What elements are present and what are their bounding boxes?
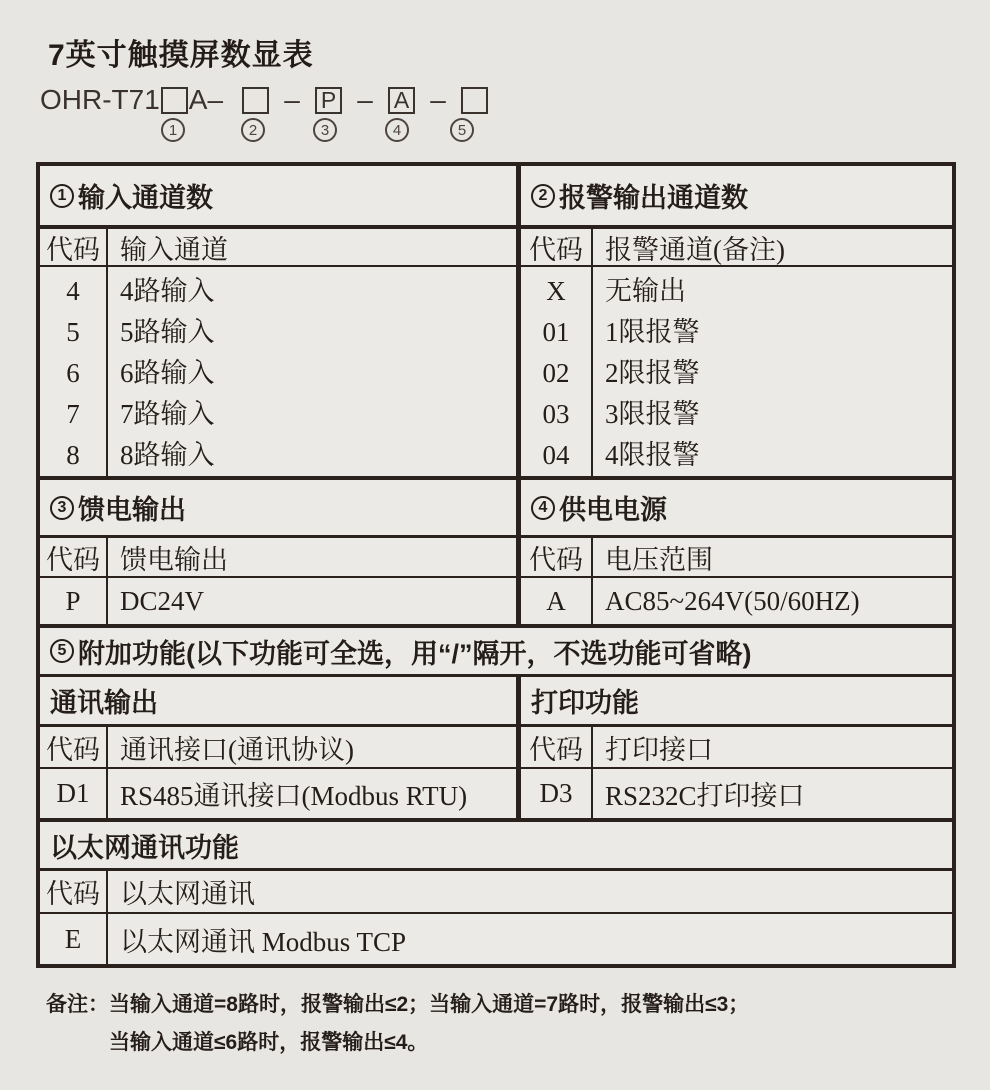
code-cell: D1: [40, 769, 108, 818]
desc-cell: 1限报警: [605, 317, 700, 347]
col-header-desc: 电压范围: [605, 544, 713, 575]
section-4-header: [521, 480, 952, 535]
col-header-desc: 通讯接口(通讯协议): [120, 734, 354, 765]
code-cell: 7: [66, 399, 80, 429]
model-marker-1-icon: 1: [161, 118, 185, 142]
desc-cell: 4限报警: [605, 440, 700, 470]
code-cell: 4: [66, 276, 80, 306]
section-2-header: [521, 166, 952, 225]
desc-cell: 8路输入: [120, 440, 215, 470]
section-3-header: [40, 480, 521, 535]
col-header-code: 代码: [521, 538, 593, 576]
col-header-desc: 打印接口: [605, 734, 713, 765]
circled-3-icon: 3: [50, 496, 74, 520]
spec-table: [36, 162, 956, 968]
model-box-1: [161, 87, 188, 114]
col-header-code: 代码: [521, 229, 593, 265]
desc-cell: 无输出: [605, 276, 686, 306]
value-row-power: [40, 578, 952, 628]
remark-line-2: 当输入通道≤6路时，报警输出≤4。: [109, 1031, 429, 1054]
model-marker-3-icon: 3: [313, 118, 337, 142]
model-code-line: [40, 84, 489, 116]
section-3-title: 馈电输出: [78, 495, 186, 525]
desc-cell: 2限报警: [605, 358, 700, 388]
section-2-title: 报警输出通道数: [559, 183, 748, 213]
code-cell: 03: [542, 399, 570, 429]
circled-4-icon: 4: [531, 496, 555, 520]
column-header-row-1: [40, 229, 952, 267]
circled-5-icon: 5: [50, 639, 74, 663]
page-title: 7英寸触摸屏数显表: [48, 39, 314, 72]
circled-2-icon: 2: [531, 184, 555, 208]
section-1-header: [40, 166, 521, 225]
model-box-2: [242, 87, 269, 114]
circled-1-icon: 1: [50, 184, 74, 208]
desc-cell: RS485通讯接口(Modbus RTU): [120, 781, 468, 811]
col-header-code: 代码: [40, 727, 108, 767]
desc-cell: 3限报警: [605, 399, 700, 429]
col-header-code: 代码: [40, 229, 108, 265]
desc-cell: RS232C打印接口: [605, 781, 805, 811]
remark-label: 备注：: [46, 993, 109, 1016]
section-4-title: 供电电源: [559, 495, 667, 525]
model-box-3: P: [315, 87, 342, 114]
ethernet-header: [40, 822, 952, 868]
model-suffix-a: A–: [188, 84, 224, 115]
code-cell: P: [40, 578, 108, 624]
desc-cell: AC85~264V(50/60HZ): [605, 585, 860, 616]
model-dash-2: –: [357, 84, 373, 115]
col-header-desc: 馈电输出: [120, 544, 228, 575]
desc-cell: 4路输入: [120, 276, 215, 306]
desc-cell: 6路输入: [120, 358, 215, 388]
model-marker-2-icon: 2: [241, 118, 265, 142]
data-block-row: [40, 267, 952, 480]
alarm-channel-codes: [521, 267, 593, 476]
model-marker-4-icon: 4: [385, 118, 409, 142]
ethernet-title: 以太网通讯功能: [50, 832, 239, 863]
model-marker-5-icon: 5: [450, 118, 474, 142]
code-cell: X: [546, 276, 566, 306]
section-5-header-row: [40, 628, 952, 677]
column-header-row-2: [40, 538, 952, 578]
code-cell: 8: [66, 440, 80, 470]
print-function-header: [521, 677, 952, 724]
section-5-header: [40, 628, 952, 674]
col-header-code: 代码: [521, 727, 593, 767]
remark-text: [109, 986, 749, 1062]
model-dash-1: –: [284, 84, 300, 115]
subsection-header-row: [40, 677, 952, 727]
comm-output-title: 通讯输出: [50, 688, 158, 718]
input-channel-descs: [108, 267, 516, 476]
model-dash-3: –: [430, 84, 446, 115]
code-cell: 04: [542, 440, 570, 470]
code-cell: 02: [542, 358, 570, 388]
remark-note: [46, 986, 749, 1062]
alarm-channel-descs: [593, 267, 952, 476]
col-header-desc: 报警通道(备注): [605, 234, 785, 265]
col-header-code: 代码: [40, 871, 108, 912]
section-5-title: 附加功能(以下功能可全选，用“/”隔开，不选功能可省略): [78, 638, 752, 669]
model-prefix: OHR-T71: [40, 84, 160, 115]
code-cell: 6: [66, 358, 80, 388]
code-cell: A: [521, 578, 593, 624]
model-box-5: [461, 87, 488, 114]
value-row-comm-print: [40, 769, 952, 822]
desc-cell: 以太网通讯 Modbus TCP: [120, 926, 407, 957]
section-header-row-1: [40, 166, 952, 229]
code-cell: E: [40, 914, 108, 964]
section-1-title: 输入通道数: [78, 183, 213, 213]
code-cell: D3: [521, 769, 593, 818]
ethernet-header-row: [40, 822, 952, 871]
col-header-code: 代码: [40, 538, 108, 576]
model-box-4: A: [388, 87, 415, 114]
column-header-row-3: [40, 727, 952, 769]
comm-output-header: [40, 677, 521, 724]
col-header-desc: 输入通道: [120, 234, 228, 265]
code-cell: 01: [542, 317, 570, 347]
section-header-row-2: [40, 480, 952, 538]
desc-cell: 5路输入: [120, 317, 215, 347]
col-header-desc: 以太网通讯: [120, 879, 255, 909]
desc-cell: DC24V: [120, 585, 205, 616]
print-function-title: 打印功能: [531, 688, 639, 718]
code-cell: 5: [66, 317, 80, 347]
remark-line-1: 当输入通道=8路时，报警输出≤2；当输入通道=7路时，报警输出≤3；: [109, 993, 750, 1016]
value-row-ethernet: [40, 914, 952, 964]
input-channel-codes: [40, 267, 108, 476]
desc-cell: 7路输入: [120, 399, 215, 429]
column-header-row-4: [40, 871, 952, 914]
